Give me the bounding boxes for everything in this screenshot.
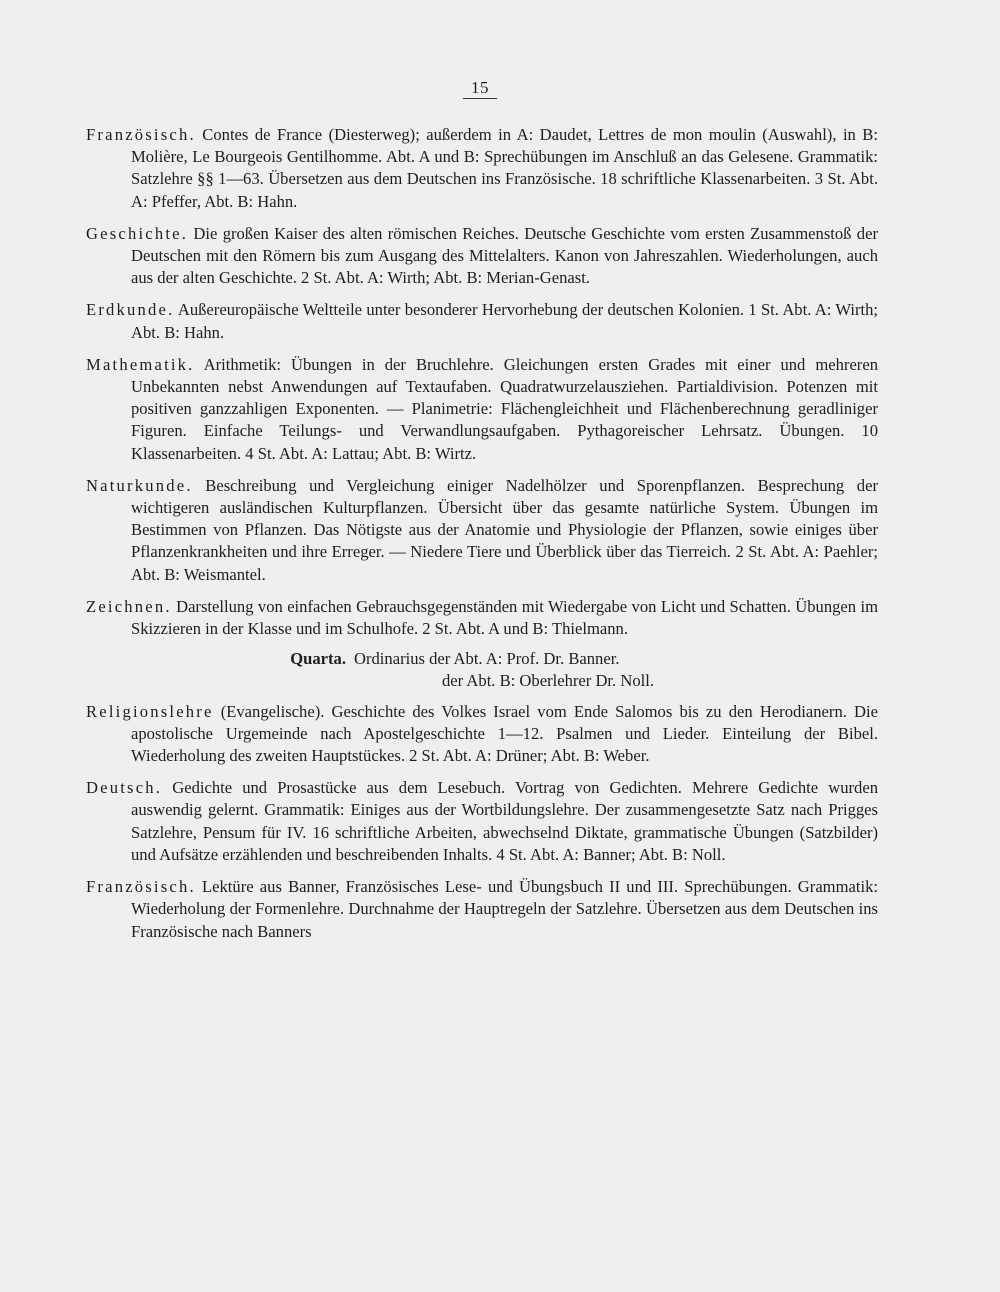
section-geschichte (86, 223, 878, 290)
section-mathematik (86, 354, 878, 465)
section-text: Lektüre aus Banner, Französisches Lese- und Übungsbuch II und III. Sprechübungen. Grammatik: Wiederholung der Formenlehre. Durchnahme der Hauptregeln der Satzlehre. Übersetzen aus dem Deutschen ins Französische nach Banners (131, 877, 878, 941)
subject-heading: Geschichte. (86, 223, 189, 243)
subject-heading: Deutsch. (86, 778, 163, 798)
section-erdkunde (86, 299, 878, 343)
section-zeichnen (86, 596, 878, 640)
subject-heading: Religionslehre (86, 701, 214, 721)
subject-heading: Zeichnen. (86, 596, 172, 616)
section-text: Gedichte und Prosastücke aus dem Lesebuch. Vortrag von Gedichten. Mehrere Gedichte wurden auswendig gelernt. Grammatik: Einiges aus der Wortbildungslehre. Der zusammengesetzte Satz nach Prigges Satzlehre, Pensum für IV. 16 schriftliche Arbeiten, abwechselnd Diktate, grammatische Übungen (Satzbilder) und Aufsätze erzählenden und beschreibenden Inhalts. 4 St. Abt. A: Banner; Abt. B: Noll. (131, 778, 878, 864)
section-text: Contes de France (Diesterweg); außerdem in A: Daudet, Lettres de mon moulin (Auswahl), in B: Molière, Le Bourgeois Gentilhomme. Abt. A und B: Sprechübungen im Anschluß an das Gelesene. Grammatik: Satzlehre §§ 1—63. Übersetzen aus dem Deutschen ins Französische. 18 schriftliche Klassenarbeiten. 3 St. Abt. A: Pfeffer, Abt. B: Hahn. (131, 125, 878, 211)
section-text: Beschreibung und Vergleichung einiger Nadelhölzer und Sporenpflanzen. Besprechung der wichtigeren ausländischen Kulturpflanzen. Übersicht über das gesamte natürliche System. Übungen im Bestimmen von Pflanzen. Das Nötigste aus der Anatomie und Physiologie der Pflanzen, sowie einiges über Pflanzenkrankheiten und ihre Erreger. — Niedere Tiere und Überblick über das Tierreich. 2 St. Abt. A: Paehler; Abt. B: Weismantel. (131, 475, 878, 584)
subject-heading: Naturkunde. (86, 475, 193, 495)
subject-heading: Französisch. (86, 877, 196, 897)
section-text: Außereuropäische Weltteile unter besonderer Hervorhebung der deutschen Kolonien. 1 St. Abt. A: Wirth; Abt. B: Hahn. (131, 300, 878, 342)
quarta-ordinarius-b: der Abt. B: Oberlehrer Dr. Noll. (442, 671, 654, 691)
quarta-row-1 (86, 648, 878, 670)
section-text: Darstellung von einfachen Gebrauchsgegenständen mit Wiedergabe von Licht und Schatten. Übungen im Skizzieren in der Klasse und im Schulhofe. 2 St. Abt. A und B: Thielmann. (131, 596, 878, 639)
quarta-heading (86, 648, 878, 692)
page-number (0, 78, 960, 98)
section-religionslehre (86, 701, 878, 768)
section-franzoesisch-2 (86, 876, 878, 943)
section-franzoesisch-1 (86, 124, 878, 213)
quarta-ordinarius-a: Ordinarius der Abt. A: Prof. Dr. Banner. (354, 649, 620, 669)
quarta-title-cell (86, 648, 354, 670)
section-text: Arithmetik: Übungen in der Bruchlehre. Gleichungen ersten Grades mit einer und mehreren Unbekannten nebst Anwendungen auf Textaufaben. Quadratwurzelausziehen. Partialdivision. Potenzen mit positiven ganzzahligen Exponenten. — Planimetrie: Flächengleichheit und Flächenberechnung geradliniger Figuren. Einfache Teilungs- und Verwandlungsaufgaben. Pythagoreischer Lehrsatz. Übungen. 10 Klassenarbeiten. 4 St. Abt. A: Lattau; Abt. B: Wirtz. (131, 354, 878, 463)
subject-heading: Französisch. (86, 125, 196, 144)
section-naturkunde (86, 475, 878, 586)
quarta-title: Quarta. (290, 649, 346, 669)
subject-heading: Mathematik. (86, 354, 195, 374)
page-number-text: 15 (463, 78, 497, 99)
section-text: Die großen Kaiser des alten römischen Reiches. Deutsche Geschichte vom ersten Zusammenstoß der Deutschen mit den Römern bis zum Ausgang des Mittelalters. Kanon von Jahreszahlen. Wiederholungen, auch aus der alten Geschichte. 2 St. Abt. A: Wirth; Abt. B: Merian-Genast. (131, 223, 878, 288)
section-deutsch (86, 777, 878, 866)
subject-heading: Erdkunde. (86, 300, 175, 320)
section-text: (Evangelische). Geschichte des Volkes Israel vom Ende Salomos bis zu den Herodianern. Die apostolische Urgemeinde nach Apostelgeschichte 1—12. Psalmen und Lieder. Einteilung der Bibel. Wiederholung des zweiten Hauptstückes. 2 St. Abt. A: Drüner; Abt. B: Weber. (131, 701, 878, 766)
document-body (86, 124, 878, 953)
